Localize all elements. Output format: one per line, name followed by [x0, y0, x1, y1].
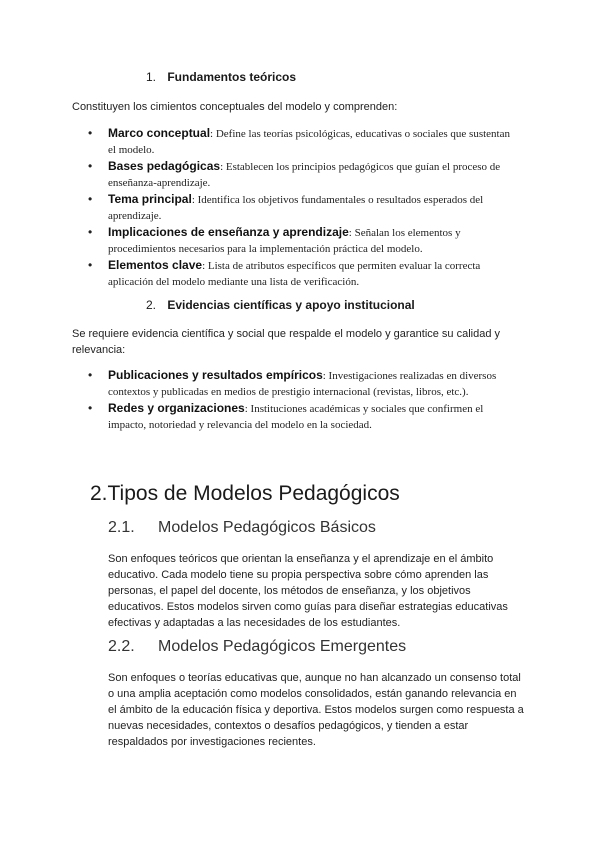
item-desc: : Instituciones académicas y sociales que confirmen el impacto, notoriedad y relevancia del modelo en la sociedad.: [108, 403, 484, 431]
subsection-heading: [108, 519, 376, 537]
item-term: Implicaciones de enseñanza y aprendizaje: [108, 225, 349, 239]
subsection-title: Modelos Pedagógicos Básicos: [158, 519, 376, 536]
subsection-number: 2.2.: [108, 638, 135, 655]
subsection-text: Son enfoques teóricos que orientan la enseñanza y el aprendizaje en el ámbito educativo. Cada modelo tiene su propia perspectiva sobre cómo aprenden las personas, el papel del docente, los métodos de enseñanza, y los objetivos educativos. Estos modelos sirven como guías para diseñar estrategias educativas efectivas y adaptadas a las necesidades de los estudiantes.: [108, 553, 508, 629]
item-desc: : Establecen los principios pedagógicos que guían el proceso de enseñanza-aprendizaje.: [108, 161, 501, 189]
section1-heading: [146, 70, 296, 84]
subsection-number: 2.1.: [108, 519, 135, 536]
item-term: Bases pedagógicas: [108, 159, 221, 173]
subsection-heading: [108, 638, 406, 656]
item-term: Publicaciones y resultados empíricos: [108, 368, 323, 382]
list-item: [90, 126, 520, 158]
chapter-title: 2.Tipos de Modelos Pedagógicos: [90, 482, 400, 505]
item-desc: : Señalan los elementos y procedimientos necesarios para la implementación práctica del modelo.: [108, 227, 461, 255]
section1-title: Fundamentos teóricos: [167, 70, 297, 84]
item-term: Tema principal: [108, 192, 192, 206]
section2-intro: Se requiere evidencia científica y social que respalde el modelo y garantice su calidad y relevancia:: [72, 328, 501, 356]
list-item: [90, 159, 520, 191]
list-item: [90, 258, 520, 290]
list-item: [90, 192, 520, 224]
subsection-title: Modelos Pedagógicos Emergentes: [158, 638, 407, 655]
subsection-text: Son enfoques o teorías educativas que, aunque no han alcanzado un consenso total o una amplia aceptación como modelos consolidados, están ganando relevancia en el ámbito de la educación física y deportiva. Estos modelos surgen como respuesta a nuevas necesidades, contextos o desafíos pedagógicos, y tienden a estar respaldados por investigaciones recientes.: [108, 672, 524, 748]
list-item: [90, 225, 520, 257]
section2-heading: [146, 298, 415, 312]
item-term: Marco conceptual: [108, 126, 211, 140]
section1-number: 1.: [146, 70, 157, 84]
item-desc: : Investigaciones realizadas en diversos contextos y publicadas en medios de prestigio internacional (revistas, libros, etc.).: [108, 370, 497, 398]
item-desc: : Define las teorías psicológicas, educativas o sociales que sustentan el modelo.: [108, 128, 510, 156]
section1-intro: Constituyen los cimientos conceptuales del modelo y comprenden:: [72, 101, 398, 113]
section1-list: [90, 126, 520, 291]
item-term: Redes y organizaciones: [108, 401, 245, 415]
list-item: [90, 368, 520, 400]
section2-title: Evidencias científicas y apoyo institucional: [167, 298, 415, 312]
list-item: [90, 401, 520, 433]
item-desc: : Identifica los objetivos fundamentales o resultados esperados del aprendizaje.: [108, 194, 484, 222]
item-desc: : Lista de atributos específicos que permiten evaluar la correcta aplicación del modelo mediante una lista de verificación.: [108, 260, 481, 288]
section2-number: 2.: [146, 298, 157, 312]
item-term: Elementos clave: [108, 258, 203, 272]
section2-list: [90, 368, 520, 434]
